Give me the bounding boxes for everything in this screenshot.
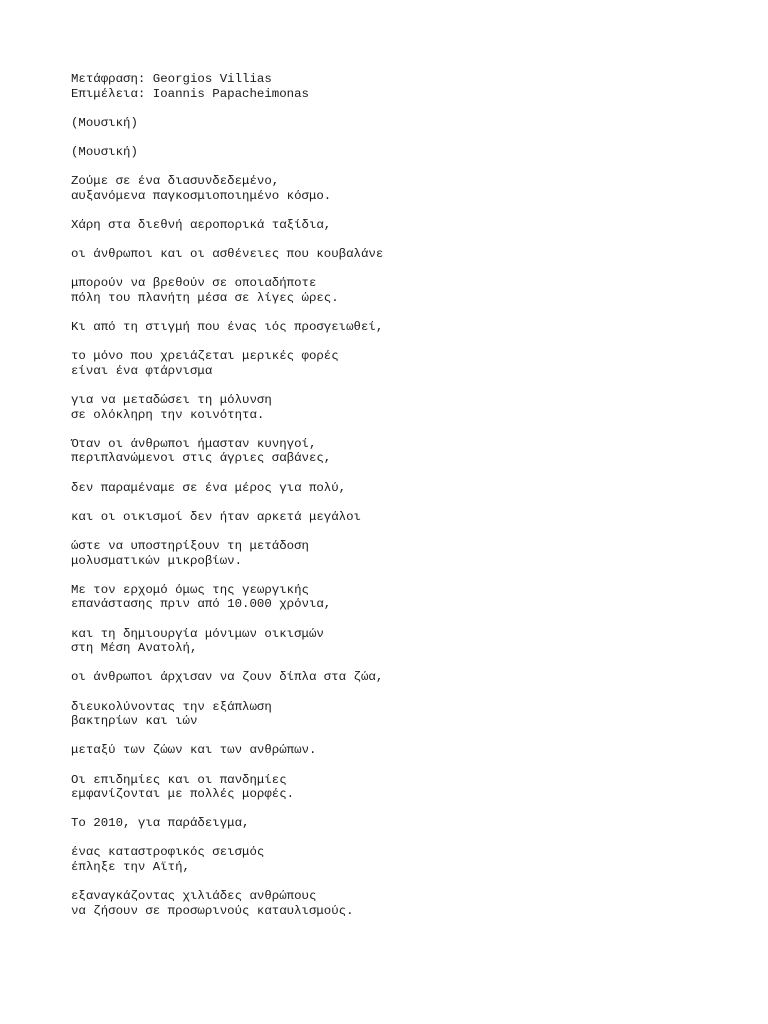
text-paragraph <box>71 218 731 233</box>
text-paragraph <box>71 889 731 918</box>
text-paragraph <box>71 320 731 335</box>
text-line: οι άνθρωποι και οι ασθένειες που κουβαλάνε <box>71 247 384 262</box>
text-line: επανάστασης πριν από 10.000 χρόνια, <box>71 597 332 612</box>
text-line: στη Μέση Ανατολή, <box>71 641 198 656</box>
text-paragraph <box>71 743 731 758</box>
text-paragraph <box>71 816 731 831</box>
text-paragraph <box>71 145 731 160</box>
text-line: για να μεταδώσει τη μόλυνση <box>71 393 272 408</box>
text-line: ένας καταστροφικός σεισμός <box>71 845 265 860</box>
text-paragraph <box>71 349 731 378</box>
text-line: ώστε να υποστηρίξουν τη μετάδοση <box>71 539 309 553</box>
text-paragraph <box>71 773 731 802</box>
text-paragraph <box>71 510 731 525</box>
text-paragraph <box>71 583 731 612</box>
text-line: (Μουσική) <box>71 144 138 159</box>
text-line: σε ολόκληρη την κοινότητα. <box>71 407 265 422</box>
text-line: Επιμέλεια: Ioannis Papacheimonas <box>71 86 309 101</box>
text-line: Όταν οι άνθρωποι ήμασταν κυνηγοί, <box>71 436 317 451</box>
text-line: Κι από τη στιγμή που ένας ιός προσγειωθεί, <box>71 320 384 335</box>
text-paragraph <box>71 276 731 305</box>
text-line: βακτηρίων και ιών <box>71 714 198 729</box>
text-line: να ζήσουν σε προσωρινούς καταυλισμούς. <box>71 903 354 918</box>
text-line: έπληξε την Αϊτή, <box>71 860 190 875</box>
text-paragraph <box>71 437 731 466</box>
text-paragraph <box>71 539 731 568</box>
text-line: Ζούμε σε ένα διασυνδεδεμένο, <box>71 174 280 189</box>
text-paragraph <box>71 627 731 656</box>
text-line: το μόνο που χρειάζεται μερικές φορές <box>71 349 339 364</box>
text-paragraph <box>71 670 731 685</box>
text-paragraph <box>71 481 731 496</box>
text-paragraph <box>71 393 731 422</box>
text-line: Το 2010, για παράδειγμα, <box>71 816 250 831</box>
text-line: (Μουσική) <box>71 115 138 130</box>
text-line: πόλη του πλανήτη μέσα σε λίγες ώρες. <box>71 290 339 305</box>
text-line: Οι επιδημίες και οι πανδημίες <box>71 772 287 787</box>
text-line: μεταξύ των ζώων και των ανθρώπων. <box>71 743 317 758</box>
text-line: εξαναγκάζοντας χιλιάδες ανθρώπους <box>71 889 317 904</box>
text-line: Με τον ερχομό όμως της γεωργικής <box>71 582 309 597</box>
text-paragraph <box>71 247 731 262</box>
text-line: περιπλανώμενοι στις άγριες σαβάνες, <box>71 451 332 466</box>
text-line: και τη δημιουργία μόνιμων οικισμών <box>71 626 324 641</box>
text-line: είναι ένα φτάρνισμα <box>71 363 213 378</box>
text-line: Χάρη στα διεθνή αεροπορικά ταξίδια, <box>71 217 332 232</box>
text-line: μολυσματικών μικροβίων. <box>71 553 243 568</box>
text-line: οι άνθρωποι άρχισαν να ζουν δίπλα στα ζώα, <box>71 670 384 685</box>
text-line: μπορούν να βρεθούν σε οποιαδήποτε <box>71 276 317 291</box>
transcript-text <box>71 72 731 933</box>
text-line: αυξανόμενα παγκοσμιοποιημένο κόσμο. <box>71 188 332 203</box>
text-line: δεν παραμέναμε σε ένα μέρος για πολύ, <box>71 480 347 495</box>
text-paragraph <box>71 845 731 874</box>
text-line: και οι οικισμοί δεν ήταν αρκετά μεγάλοι <box>71 509 361 524</box>
text-line: διευκολύνοντας την εξάπλωση <box>71 699 272 714</box>
text-paragraph <box>71 116 731 131</box>
text-line: εμφανίζονται με πολλές μορφές. <box>71 787 295 802</box>
text-paragraph <box>71 72 731 101</box>
text-line: Μετάφραση: Georgios Villias <box>71 72 272 86</box>
text-paragraph <box>71 700 731 729</box>
text-paragraph <box>71 174 731 203</box>
